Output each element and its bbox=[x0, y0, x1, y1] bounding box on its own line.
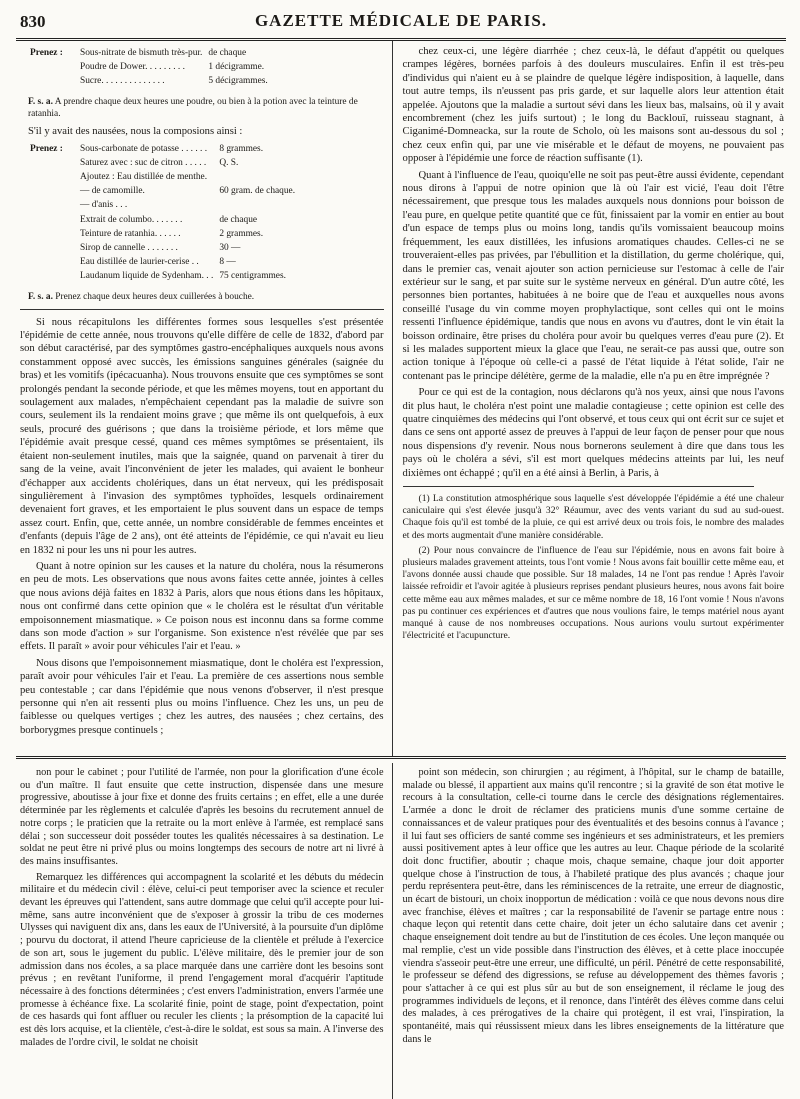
prescription-qty: Q. S. bbox=[219, 157, 239, 168]
separator bbox=[20, 309, 384, 310]
paragraph: Si nous récapitulons les différentes formes sous lesquelles s'est présentée l'épidémie de cette année, nous trouvons qu'elle diffère de celle de 1832, d'abord par son début caractérisé, par des symptômes gastro-encéphaliques auxquels nous avons constamment opposé avec succès, les émissions sanguines générales (saignée du bras) et les vomitifs (ipécacuanha). Nous trouvons ensuite que ces symptômes se sont prolongés pendant la seconde période, et que les mêmes moyens, tout en apportant du soulagement aux malades, n'empêchaient cependant pas la maladie de suivre son cours, seulement ils la rendaient moins grave ; que même ils ont quelquefois, à eux seuls, procuré des guérisons ; que dans la troisième période, et lors même que l'épidémie avait presque cessé, quand ces mêmes symptômes se présentaient, ils étaient non-seulement inutiles, mais que la saignée, quand on parvenait à tirer du sang de la veine, avait l'inconvénient de jeter les malades, qui avaient le bonheur d'échapper aux accidents cholériques, dans un état nerveux, qui les prédisposait singulièrement à l'invasion des symptômes typhoïdes, lesquels ordinairement devenaient fort graves, et les emportaient le plus souvent dans un espace de temps assez court. Enfin, que, cette année, un nombre considérable de femmes enceintes et d'enfants (depuis l'âge de 2 ans), ont été atteints de l'épidémie, ce qui n'avait eu lieu en 1832 ni pour les uns ni pour les autres. bbox=[20, 316, 384, 556]
prescription-qty: de chaque bbox=[208, 48, 247, 58]
paragraph: Quant à notre opinion sur les causes et la nature du choléra, nous la résumerons en peu de mots. Les observations que nous avons faites cette année, jointes à celles que nous avions déjà faites en 1832 à Paris, alors que nous étions dans les hôpitaux, nous ont confirmé dans cette opinion que « le choléra est le résultat d'un véritable empoisonnement miasmatique. » Ce poison nous est inconnu dans sa forme comme dans son mode d'action » sur l'organisme. Son existence n'est révélée que par ses effets. Il paraît » avoir pour véhicules l'air et l'eau. » bbox=[20, 560, 384, 653]
lower-right-column bbox=[393, 763, 786, 1099]
paragraph: Pour ce qui est de la contagion, nous déclarons qu'à nos yeux, ainsi que nous l'avons dit plus haut, le choléra n'est point une maladie contagieuse ; cette opinion est celle des quatre cinquièmes des médecins qui l'ont observé, et tous ceux qui ont écrit sur ce sujet et dans ce sens ont apporté assez de preuves à l'appui de leur façon de penser pour que nous nous dispensions d'y revenir. Nous nous bornerons seulement à dire que dans tous les pays où le choléra a sévi, s'il est mort quelques médecins atteints par lui, les neuf dixièmes ont échappé ; qu'il en a été ainsi à Berlin, à Paris, à bbox=[402, 387, 784, 479]
prescription-qty: 2 grammes. bbox=[219, 228, 264, 239]
prescription-row bbox=[22, 61, 270, 73]
prescription-prefix bbox=[22, 61, 76, 73]
prescription-table-1 bbox=[20, 45, 272, 90]
prescription-prefix bbox=[22, 75, 76, 87]
lower-left-column bbox=[16, 763, 392, 1099]
prescription-item: Sous-carbonate de potasse . . . . . . bbox=[80, 143, 208, 154]
prescription-prefix bbox=[22, 242, 76, 254]
prescription-prefix bbox=[22, 171, 76, 183]
prescription-qty: 30 — bbox=[219, 243, 241, 254]
prescription-qty: 8 — bbox=[219, 257, 236, 268]
prescription-item: Eau distillée de laurier-cerise . . bbox=[80, 257, 199, 268]
prescription-qty: 60 gram. de chaque. bbox=[219, 186, 296, 197]
prescription-qty: 5 décigrammes. bbox=[208, 76, 268, 87]
paragraph: non pour le cabinet ; pour l'utilité de l'armée, non pour la glorification d'une école ou d'un maître. Il faut ensuite que cette instruction, dispensée dans une mesure progressive, aboutisse à jour fixe et donne des fruits certains ; en effet, elle a une durée déterminée par les règlements et calculée d'après les besoins du recrutement annuel de notre corps ; le praticien que la retraite ou la mort enlève à l'armée, est remplacé sans délai ; son successeur doit posséder toutes les qualités nécessaires à sa destination. Le soldat ne peut être ni privé plus ou moins longtemps des secours de notre art ni livré à des mains insuffisantes. bbox=[20, 767, 384, 867]
prescription-prefix: Prenez : bbox=[30, 48, 63, 58]
instructions-text: Prenez chaque deux heures deux cuillerées à bouche. bbox=[55, 291, 255, 302]
prescription-prefix bbox=[22, 256, 76, 268]
prescription-row bbox=[22, 171, 297, 183]
prescription-table-2 bbox=[20, 141, 299, 285]
upper-right-column bbox=[393, 41, 786, 756]
paragraph: Quant à l'influence de l'eau, quoiqu'elle ne soit pas peut-être aussi évidente, cependant nous dirons à l'appui de notre opinion que là où l'air est vicié, l'eau doit l'être nécessairement, que presque tous les malades auxquels nous donnions pour boisson de l'eau pure, en quelque petite quantité que ce fût, finissaient par la vomir en entier au bout d'un espace de temps plus ou moins long, tandis qu'ils vomissaient beaucoup moins fréquemment, les eaux distillées, les infusions aromatiques chaudes. Celles-ci ne se trouveraient-elles pas privées, par l'ébullition et la distillation, du germe cholérique, qui, dans le premier cas, venait ajouter son action pernicieuse sur l'estomac à celle de l'air extérieur sur le sang, et par suite sur le système nerveux en général. D'un autre côté, les personnes bien portantes, habituées à ne boire que de l'eau et auxquelles nous avons conseillé l'usage du vin comme moyen prophylactique, sont celles qui ont le moins ressenti l'influence épidémique, tandis que nous en avons vu d'autres, dont le vin était la boisson ordinaire, être prises du choléra pour avoir bu quelques verres d'eau pure (2). Et si les malades supportent mieux la glace que l'eau, ne serait-ce pas aussi que, outre son action tonique à l'époque où celle-ci a passé de l'état liquide à l'état solide, l'air ne contenant pas le principe délétère, germe de la maladie, elle n'a pu en être imprégnée ? bbox=[402, 169, 784, 382]
footnote-separator bbox=[403, 486, 754, 487]
fsa-label: F. s. a. bbox=[28, 96, 53, 107]
prescription-prefix bbox=[22, 185, 76, 197]
prescription-prefix bbox=[22, 228, 76, 240]
prescription-row bbox=[22, 256, 297, 268]
prescription-item: — de camomille. bbox=[80, 186, 145, 197]
prescription-row bbox=[22, 199, 297, 211]
paragraph: Nous disons que l'empoisonnement miasmatique, dont le choléra est l'expression, paraît avoir pour véhicules l'air et l'eau. La première de ces assertions nous semble peu contestable ; car dans l'épidémie que nous venons d'observer, il n'est presque personne qui n'en ait ressenti plus ou moins l'influence. Chez les uns, un peu de faiblesse ou quelques vertiges ; chez les autres, des nausées ; chez certains, des borborygmes presque continuels ; bbox=[20, 657, 384, 736]
prescription-prefix: Prenez : bbox=[30, 143, 63, 154]
prescription-item: Saturez avec : suc de citron . . . . . bbox=[80, 157, 207, 168]
prescription-row bbox=[22, 270, 297, 282]
article-lower bbox=[16, 759, 786, 1099]
paragraph: Remarquez les différences qui accompagnent la scolarité et les débuts du médecin militaire et du médecin civil : élève, celui-ci peut temporiser avec la science et reculer devant les épreuves qui l'attendent, sans autre dommage que celui qu'il accepte pour lui-même, sans autre inconvénient que de s'exposer à grossir la tribu de ces modernes Ulysses qui naviguent dix ans, dans les eaux de l'Université, à la poursuite d'un diplôme ; pourvu du doctorat, il attend l'heure capricieuse de la clientèle et prélude à l'exercice de son art, sous le jugement du public. L'élève militaire, dès le premier jour de son admission dans nos écoles, a sa place marquée dans une carrière dont les besoins sont prévus ; en revêtant l'uniforme, il prend l'engagement moral d'acquérir l'aptitude nécessaire à des fonctions déterminées ; c'est envers l'administration, envers l'armée une promesse à échéance fixe. La scolarité finie, point de stage, point d'expectation, point de ces hasards qui font affluer ou reculer les clients ; la présomption de la capacité lui est dès lors acquise, et la clientèle, c'est-à-dire le soldat, est sous sa main. A l'inverse des malades de l'ordre civil, le soldat ne choisit bbox=[20, 871, 384, 1048]
article-upper bbox=[16, 41, 786, 756]
prescription-prefix bbox=[22, 270, 76, 282]
page-number: 830 bbox=[20, 12, 46, 31]
prescription-prefix bbox=[22, 214, 76, 226]
prescription-qty: 1 décigramme. bbox=[208, 62, 265, 73]
prescription-row bbox=[22, 75, 270, 87]
paragraph: chez ceux-ci, une légère diarrhée ; chez ceux-là, le défaut d'appétit ou quelques crampes légères, bornées parfois à des douleurs musculaires. Enfin il est très-peu d'individus qui n'aient eu à se plaindre de quelque légère indisposition, à laquelle, dans tout autre temps, ils n'eussent pas pris garde, et sur laquelle alors leur attention était appelée. Ajoutons que la maladie a surtout sévi dans les lieux bas, malsains, où il y avait encombrement (chez les juifs surtout) ; le long du Backlouï, ruisseau stagnant, à Ciganimé-Domneacka, sur la route de Scholo, où les maisons sont au-dessous du sol ; chez ceux enfin qui, par une vie misérable et le défaut de moyens, ne pouvaient pas opposer à l'épidémie une force de réaction suffisante (1). bbox=[402, 46, 784, 165]
prescription-row bbox=[22, 47, 270, 59]
upper-left-column bbox=[16, 41, 392, 756]
prescription-prefix bbox=[22, 157, 76, 169]
prescription-qty bbox=[217, 199, 297, 211]
prescription-row bbox=[22, 214, 297, 226]
prescription-item: Sous-nitrate de bismuth très-pur. bbox=[80, 48, 203, 58]
prescription-item: Ajoutez : Eau distillée de menthe. bbox=[80, 172, 208, 183]
paragraph: point son médecin, son chirurgien ; au régiment, à l'hôpital, sur le champ de bataille, malade ou blessé, il appartient aux mains qu'il rencontre ; si la gravité de son état motive le recours à la consultation, celle-ci tourne dans le cercle des désignations réglementaires. L'armée a donc le droit de réclamer des praticiens munis d'une somme certaine de connaissances et de valeur pratiques pour des éventualités et des besoins connus à l'avance ; il lui faut ses officiers de santé comme ses ingénieurs et ses administrateurs, et les premiers aussi positivement aptes à leur office que les autres au leur. Chaque période de la scolarité doit donc fructifier, aboutir ; chaque mois, chaque semaine, chaque jour doit apporter quelque chose à l'instruction de tous, à l'habileté pratique des plus avancés ; chaque jour perdu représentera peut-être, dans les réminiscences de la retraite, une erreur de diagnostic, un écart de bistouri, un choix inopportun de médication : voilà ce que nous devons nous dire avec franchise, élèves et maîtres ; car la responsabilité de l'avenir se partage entre nous : chaque leçon qui retentit dans cette chaire, doit jeter un écho salutaire dans cet avenir ; chaque enseignement doit tendre au but de l'institution de ces écoles. Une leçon manquée ou mal remplie, c'est un vide possible dans l'instruction des élèves, et à cette place inoccupée viendra s'asseoir peut-être une erreur, une difficulté, un péril. Pénétré de cette responsabilité, le professeur se défend des digressions, se refuse au développement des thèmes favoris ; pour s'attacher à ce qui est plus sûr au but de son enseignement, il réclame le joug des programmes individuels de leçons, et il renonce, dans l'intérêt des élèves comme dans celui des malades, à ces prérogatives de la chaire qui protègent, il est vrai, l'inspiration, la spontanéité, mais qui réussissent mieux dans les libres enseignements de la littérature que dans le bbox=[402, 767, 784, 1045]
footnote: (1) La constitution atmosphérique sous laquelle s'est développée l'épidémie a été une chaleur caniculaire qui s'est élevée jusqu'à 32° Réaumur, avec des vents variant du sud au sud-ouest. Chaque fois qu'il est tombé de la pluie, ce qui est arrivé deux ou trois fois, le nombre des malades et des morts augmentait d'une manière considérable. bbox=[402, 493, 784, 541]
prescription-item: Extrait de columbo. . . . . . . bbox=[80, 214, 183, 225]
nausea-line: S'il y avait des nausées, nous la composions ainsi : bbox=[28, 125, 243, 137]
footnotes bbox=[403, 493, 784, 642]
prescription-qty: 8 grammes. bbox=[219, 143, 264, 154]
prescription-row bbox=[22, 157, 297, 169]
prescription-1-instructions bbox=[20, 96, 384, 120]
prescription-item: Sucre. . . . . . . . . . . . . . bbox=[80, 76, 165, 87]
prescription-row bbox=[22, 228, 297, 240]
prescription-row bbox=[22, 242, 297, 254]
prescription-qty bbox=[217, 171, 297, 183]
prescription-item: Teinture de ratanhia. . . . . . bbox=[80, 228, 181, 239]
prescription-item: — d'anis . . . bbox=[80, 200, 128, 211]
journal-title: GAZETTE MÉDICALE DE PARIS. bbox=[254, 11, 548, 30]
prescription-item: Poudre de Dower. . . . . . . . . bbox=[80, 62, 185, 73]
prescription-item: Sirop de cannelle . . . . . . . bbox=[80, 243, 178, 254]
prescription-qty: 75 centigrammes. bbox=[219, 271, 286, 282]
prescription-2-instructions bbox=[20, 291, 384, 303]
fsa-label: F. s. a. bbox=[28, 291, 53, 302]
prescription-qty: de chaque bbox=[219, 214, 258, 225]
prescription-row bbox=[22, 185, 297, 197]
prescription-item: Laudanum liquide de Sydenham. . . bbox=[80, 271, 214, 282]
instructions-text: A prendre chaque deux heures une poudre, ou bien à la potion avec la teinture de ratanhia. bbox=[28, 96, 358, 119]
footnote: (2) Pour nous convaincre de l'influence de l'eau sur l'épidémie, nous en avons fait boire à plusieurs malades gravement atteints, tous l'ont vomie ! Nous avons fait bouillir cette même eau, et l'avons donnée aussi chaude que possible. Sur 18 malades, 14 ne l'ont pas rendue ! Après l'avoir laissée refroidir et l'avoir agitée à plusieurs reprises pendant plusieurs heures, nous avons fait boire cette même eau aux mêmes malades, et sur ce même nombre de 18, 16 l'ont vomie ! Nous n'avons pas pu continuer ces expériences et d'autres que nous voulions faire, le temps matériel nous ayant manqué à cause de nos nombreuses occupations. Nous aurions voulu surtout expérimenter l'électricité et l'acupuncture. bbox=[402, 544, 784, 642]
page-header bbox=[16, 0, 786, 38]
prescription-prefix bbox=[22, 199, 76, 211]
prescription-row bbox=[22, 143, 297, 155]
